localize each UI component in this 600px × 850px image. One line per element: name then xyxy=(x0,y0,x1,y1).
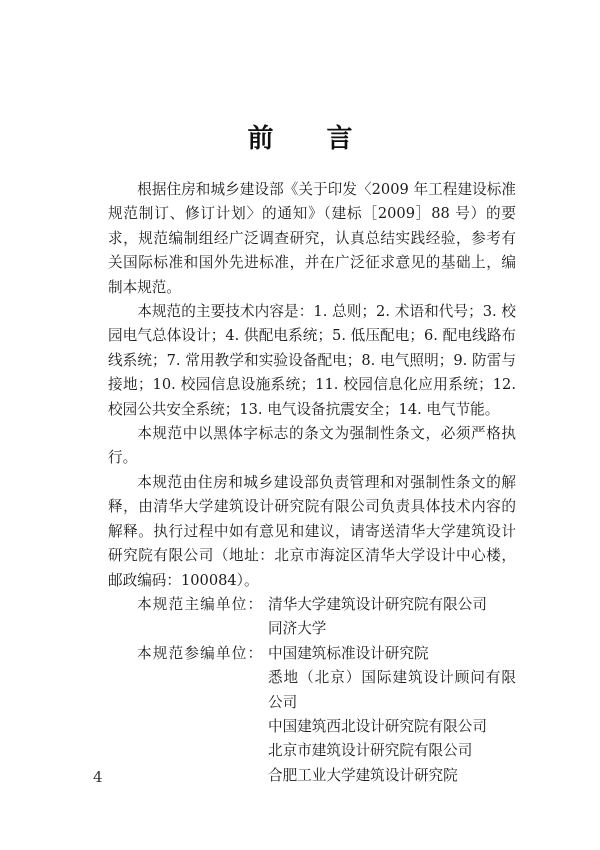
chief-editor-label: 本规范主编单位： xyxy=(137,595,264,613)
participating-editor-unit: 北京市建筑设计研究院有限公司 xyxy=(268,742,473,760)
page-number: 4 xyxy=(93,768,103,786)
chief-editor-list xyxy=(268,593,516,642)
page-title: 前 言 xyxy=(247,124,375,154)
paragraph-mandatory-provisions: 本规范中以黑体字标志的条文为强制性条文，必须严格执行。 xyxy=(108,425,516,467)
participating-editor-units xyxy=(108,642,516,788)
participating-editor-unit: 中国建筑标准设计研究院 xyxy=(268,644,429,662)
chief-editor-unit: 同济大学 xyxy=(268,620,327,638)
participating-editor-unit: 合肥工业大学建筑设计研究院 xyxy=(268,766,458,784)
participating-editor-unit: 悉地（北京）国际建筑设计顾问有限公司 xyxy=(268,669,516,711)
chief-editor-units xyxy=(108,593,516,642)
foreword-body xyxy=(108,178,516,788)
participating-editor-label: 本规范参编单位： xyxy=(137,644,264,662)
paragraph-administration: 本规范由住房和城乡建设部负责管理和对强制性条文的解释，由清华大学建筑设计研究院有限公司负责具体技术内容的解释。执行过程中如有意见和建议，请寄送清华大学建筑设计研究院有限公司（地址：北京市海淀区清华大学设计中心楼，邮政编码：100084）。 xyxy=(108,473,516,589)
editor-units xyxy=(108,593,516,788)
participating-editor-list xyxy=(268,642,516,788)
paragraph-technical-contents: 本规范的主要技术内容是：1. 总则；2. 术语和代号；3. 校园电气总体设计；4. 供配电系统；5. 低压配电；6. 配电线路布线系统；7. 常用教学和实验设备配电；8. 电气照明；9. 防雷与接地；10. 校园信息设施系统；11. 校园信息化应用系统；12. 校园公共安全系统；13. 电气设备抗震安全；14. 电气节能。 xyxy=(108,303,516,418)
chief-editor-unit: 清华大学建筑设计研究院有限公司 xyxy=(268,595,487,613)
participating-editor-unit: 中国建筑西北设计研究院有限公司 xyxy=(268,717,487,735)
paragraph-background: 根据住房和城乡建设部《关于印发〈2009 年工程建设标准规范制订、修订计划〉的通知》（建标［2009］88 号）的要求，规范编制组经广泛调查研究，认真总结实践经验，参考有关国际标准和国外先进标准，并在广泛征求意见的基础上，编制本规范。 xyxy=(108,181,516,296)
